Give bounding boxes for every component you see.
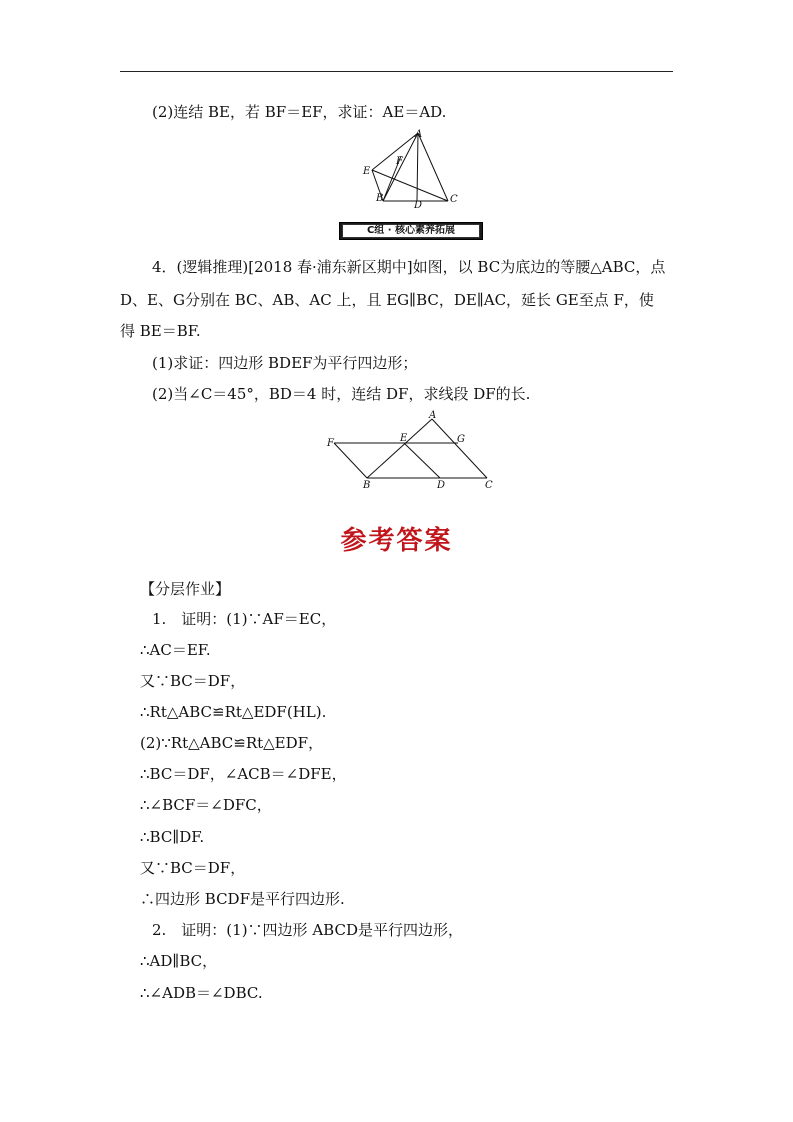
answer-line: ∴四边形 BCDF是平行四边形.	[140, 890, 345, 908]
label-d: D	[437, 480, 446, 491]
label-f: F	[396, 156, 403, 167]
label-g: G	[457, 434, 465, 445]
problem4-line2: D、E、G分别在 BC、AB、AC 上，且 EG∥BC，DE∥AC，延长 GE至点 F，使	[120, 291, 654, 309]
answer-line: ∴BC＝DF，∠ACB＝∠DFE，	[140, 765, 347, 783]
label-e: E	[363, 166, 371, 177]
label-e: E	[400, 433, 408, 444]
label-b: B	[363, 480, 371, 491]
answer-line: 又∵BC＝DF，	[140, 672, 246, 690]
label-a: A	[415, 129, 423, 140]
label-f: F	[327, 438, 334, 449]
answer-line: 1. 证明：(1)∵AF＝EC，	[152, 610, 337, 628]
answer-line: (2)∵Rt△ABC≌Rt△EDF，	[140, 734, 324, 752]
answer-line: ∴AC＝EF.	[140, 641, 211, 659]
answer-title: 参考答案	[340, 526, 453, 556]
section-banner	[339, 222, 483, 240]
banner-text: C组 · 核心素养拓展	[342, 224, 480, 238]
answer-line: ∴AD∥BC，	[140, 952, 218, 970]
label-d: D	[414, 200, 423, 210]
problem4-part1: (1)求证：四边形 BDEF为平行四边形；	[152, 354, 418, 372]
figure-parallelogram	[322, 408, 502, 492]
label-b: B	[376, 193, 384, 204]
problem3-part2: (2)连结 BE，若 BF＝EF，求证：AE＝AD.	[152, 103, 447, 121]
section-heading: 【分层作业】	[140, 580, 231, 598]
label-a: A	[429, 410, 437, 421]
answer-line: ∴Rt△ABC≌Rt△EDF(HL).	[140, 703, 327, 721]
label-c: C	[450, 194, 458, 205]
problem4-line1: 4．(逻辑推理)[2018 春·浦东新区期中]如图，以 BC为底边的等腰△ABC，点	[152, 258, 666, 276]
answer-line: ∴∠ADB＝∠DBC.	[140, 984, 263, 1002]
header-rule	[120, 71, 673, 72]
answer-line: ∴∠BCF＝∠DFC，	[140, 796, 272, 814]
answer-line: 2. 证明：(1)∵四边形 ABCD是平行四边形，	[152, 921, 463, 939]
answer-line: 又∵BC＝DF，	[140, 859, 246, 877]
figure-triangle-abc	[360, 128, 460, 210]
label-c: C	[485, 480, 493, 491]
problem4-line3: 得 BE＝BF.	[120, 322, 201, 340]
problem4-part2: (2)当∠C＝45°，BD＝4 时，连结 DF，求线段 DF的长.	[152, 385, 531, 403]
answer-line: ∴BC∥DF.	[140, 828, 205, 846]
